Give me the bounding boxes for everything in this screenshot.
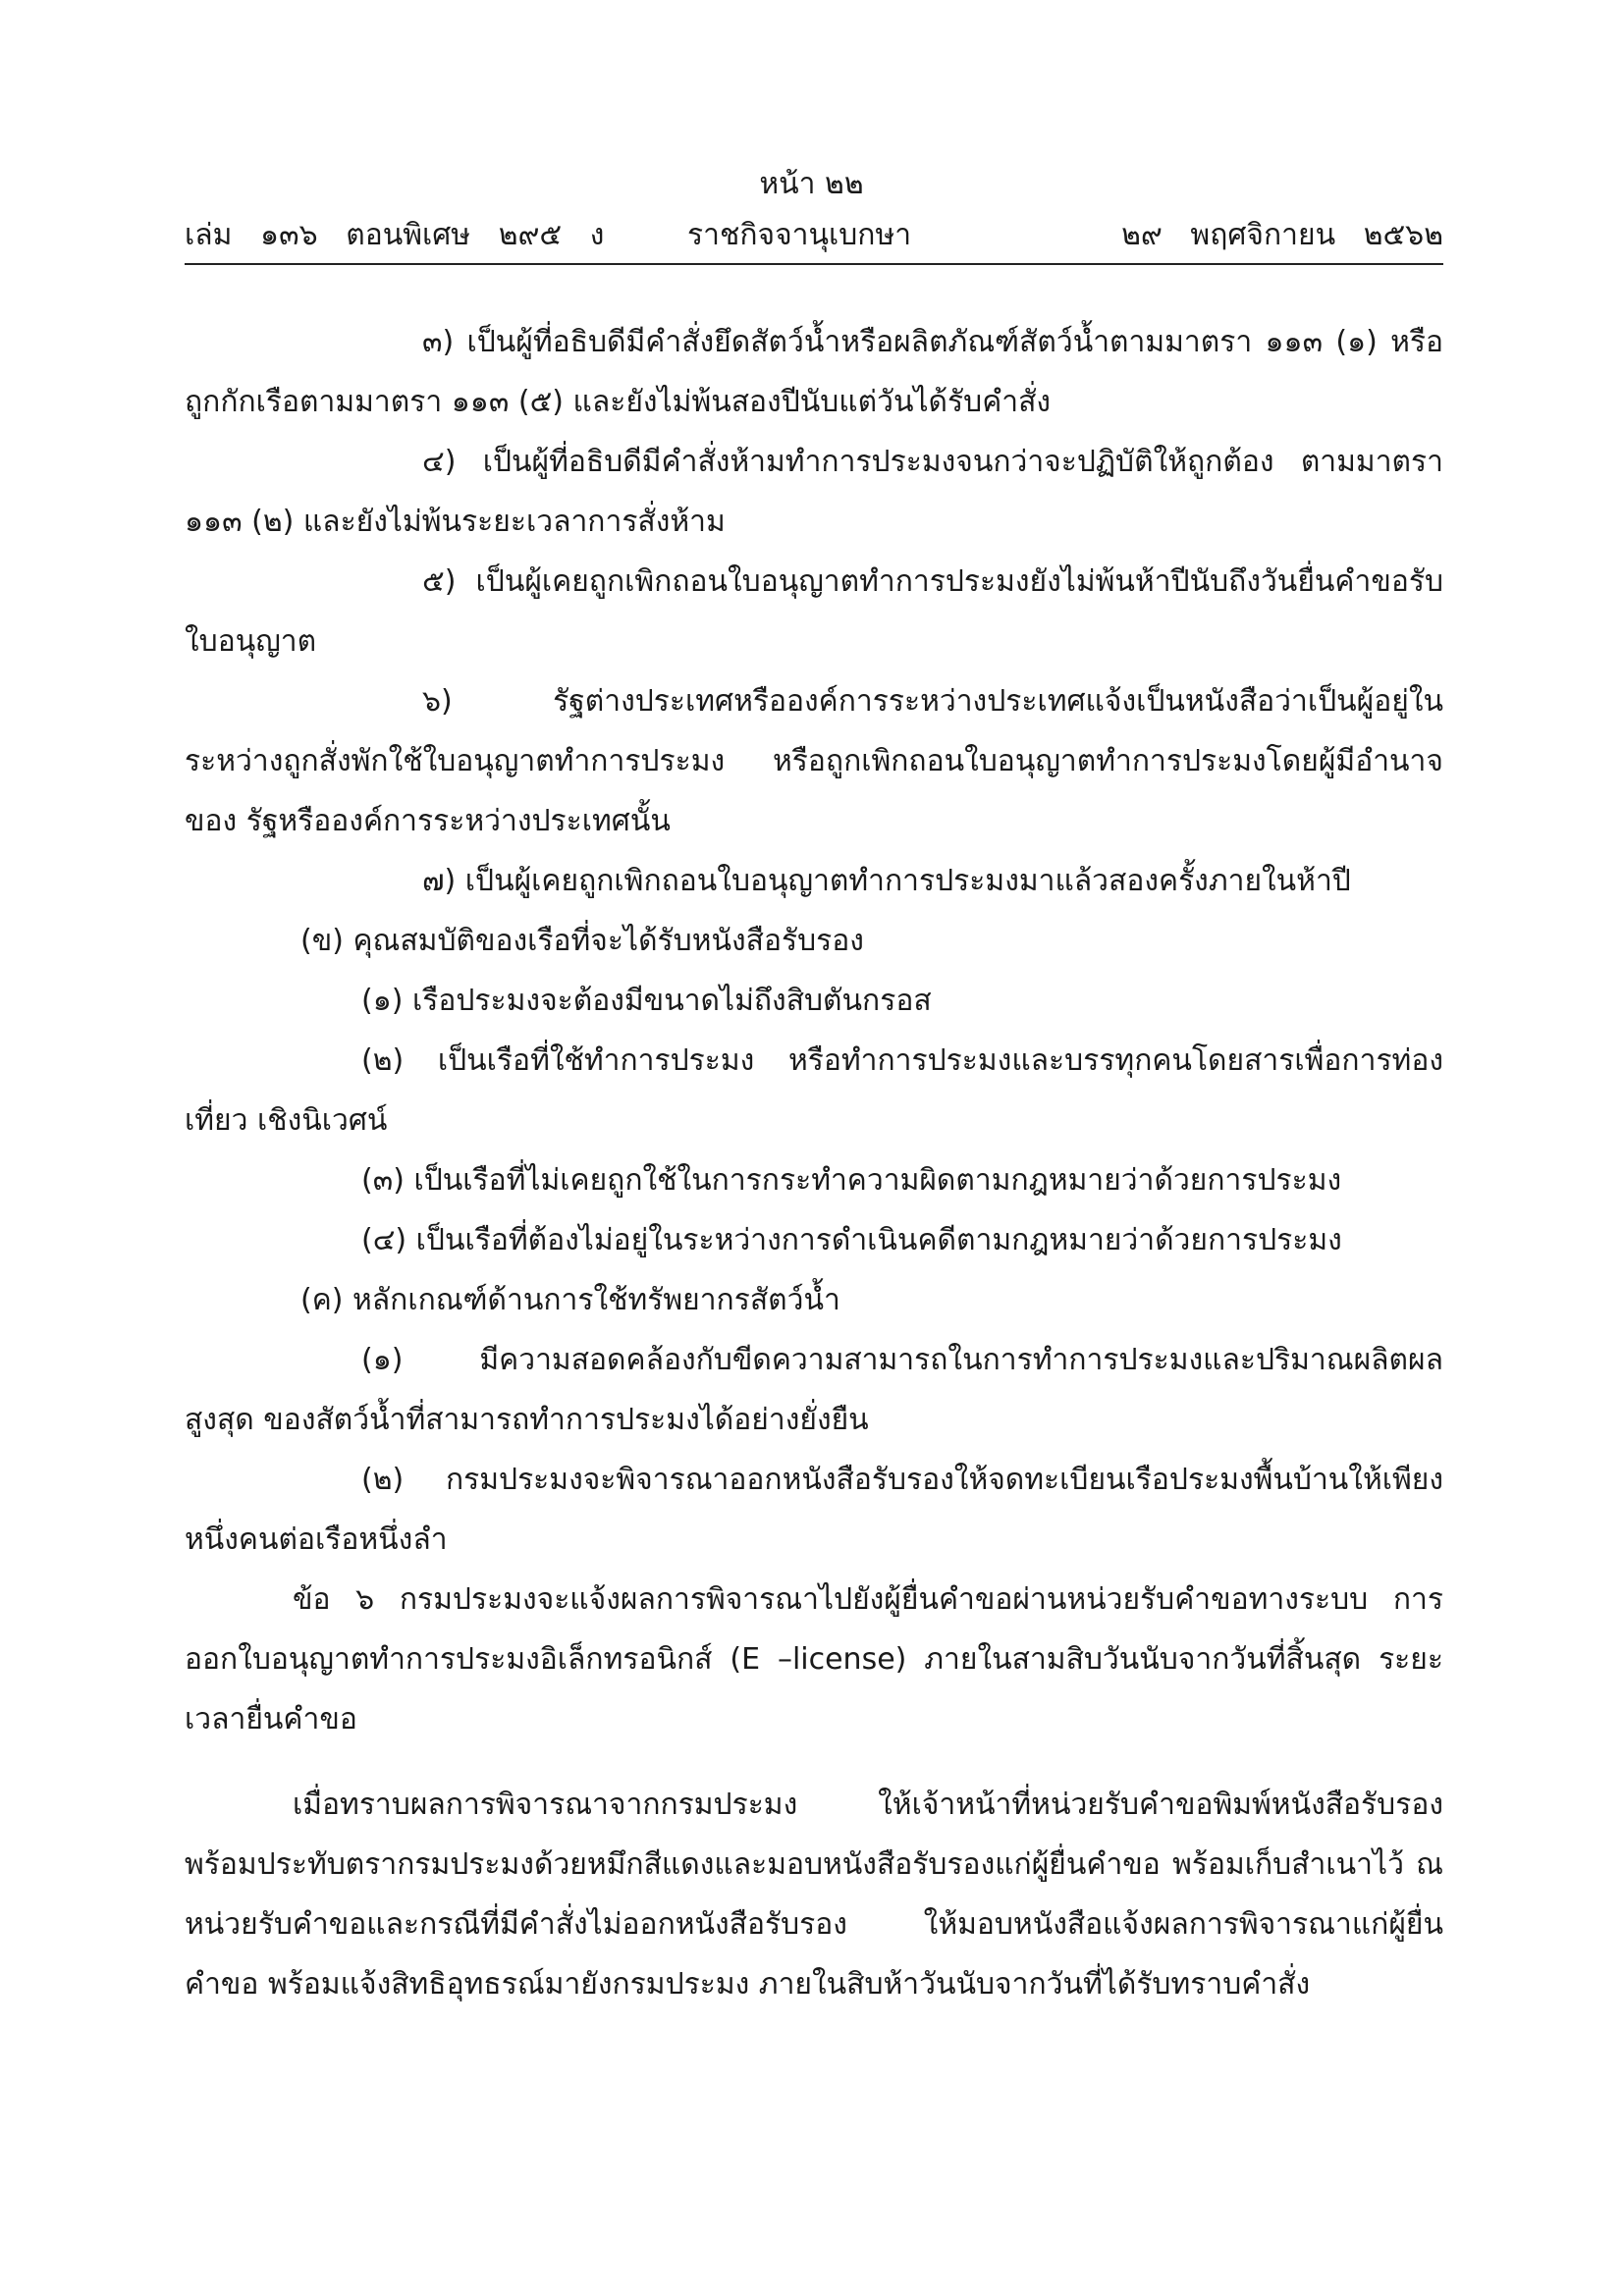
paragraph-item-6: ๖) รัฐต่างประเทศหรือองค์การระหว่างประเทศแจ้งเป็นหนังสือว่าเป็นผู้อยู่ใน ระหว่างถูกสั่งพักใช้ใบอนุญาตทำการประมง หรือถูกเพิกถอนใบอนุญาตทำการประมงโดยผู้มีอำนาจของ รัฐหรือองค์การระหว่างประเทศนั้น [185,684,1443,838]
paragraph-kho-4: (๔) เป็นเรือที่ต้องไม่อยู่ในระหว่างการดำเนินคดีตามกฎหมายว่าด้วยการประมง [361,1223,1342,1257]
paragraph-item-4: ๔) เป็นผู้ที่อธิบดีมีคำสั่งห้ามทำการประมงจนกว่าจะปฏิบัติให้ถูกต้อง ตามมาตรา ๑๑๓ (๒) และยังไม่พ้นระยะเวลาการสั่งห้าม [185,445,1443,539]
header-divider [185,263,1443,265]
volume-issue: เล่ม ๑๓๖ ตอนพิเศษ ๒๙๕ ง [185,218,605,252]
page-number: หน้า ๒๒ [759,167,864,201]
paragraph-item-7: ๗) เป็นผู้เคยถูกเพิกถอนใบอนุญาตทำการประมงมาแล้วสองครั้งภายในห้าปี [422,864,1351,898]
section-heading-kho-khwai: (ค) หลักเกณฑ์ด้านการใช้ทรัพยากรสัตว์น้ำ [300,1283,840,1317]
gazette-header [185,214,1443,257]
section-heading-kho: (ข) คุณสมบัติของเรือที่จะได้รับหนังสือรับรอง [300,924,864,958]
paragraph-kho-khwai-1: (๑) มีความสอดคล้องกับขีดความสามารถในการทำการประมงและปริมาณผลิตผลสูงสุด ของสัตว์น้ำที่สามารถทำการประมงได้อย่างยั่งยืน [185,1343,1443,1437]
clause-6-followup: เมื่อทราบผลการพิจารณาจากกรมประมง ให้เจ้าหน้าที่หน่วยรับคำขอพิมพ์หนังสือรับรอง พร้อมประทับตรากรมประมงด้วยหมึกสีแดงและมอบหนังสือรับรองแก่ผู้ยื่นคำขอ พร้อมเก็บสำเนาไว้ ณ หน่วยรับคำขอและกรณีที่มีคำสั่งไม่ออกหนังสือรับรอง ให้มอบหนังสือแจ้งผลการพิจารณาแก่ผู้ยื่นคำขอ พร้อมแจ้งสิทธิอุทธรณ์มายังกรมประมง ภายในสิบห้าวันนับจากวันที่ได้รับทราบคำสั่ง [185,1788,1443,2002]
paragraph-kho-khwai-2: (๒) กรมประมงจะพิจารณาออกหนังสือรับรองให้จดทะเบียนเรือประมงพื้นบ้านให้เพียง หนึ่งคนต่อเรือหนึ่งลำ [185,1463,1443,1557]
gazette-title: ราชกิจจานุเบกษา [687,218,912,252]
paragraph-kho-1: (๑) เรือประมงจะต้องมีขนาดไม่ถึงสิบตันกรอส [361,984,932,1018]
publication-date: ๒๙ พฤศจิกายน ๒๕๖๒ [1121,218,1443,252]
paragraph-kho-2: (๒) เป็นเรือที่ใช้ทำการประมง หรือทำการประมงและบรรทุกคนโดยสารเพื่อการท่องเที่ยว เชิงนิเวศน์ [185,1043,1443,1138]
paragraph-item-5: ๕) เป็นผู้เคยถูกเพิกถอนใบอนุญาตทำการประมงยังไม่พ้นห้าปีนับถึงวันยื่นคำขอรับ ใบอนุญาต [185,564,1443,659]
paragraph-item-3: ๓) เป็นผู้ที่อธิบดีมีคำสั่งยึดสัตว์น้ำหรือผลิตภัณฑ์สัตว์น้ำตามมาตรา ๑๑๓ (๑) หรือถูกกักเรือตามมาตรา ๑๑๓ (๕) และยังไม่พ้นสองปีนับแต่วันได้รับคำสั่ง [185,325,1443,419]
clause-6: ข้อ ๖ กรมประมงจะแจ้งผลการพิจารณาไปยังผู้ยื่นคำขอผ่านหน่วยรับคำขอทางระบบ การออกใบอนุญาตทำการประมงอิเล็กทรอนิกส์ (E –license) ภายในสามสิบวันนับจากวันที่สิ้นสุด ระยะเวลายื่นคำขอ [185,1582,1443,1736]
paragraph-kho-3: (๓) เป็นเรือที่ไม่เคยถูกใช้ในการกระทำความผิดตามกฎหมายว่าด้วยการประมง [361,1163,1342,1198]
document-body [185,312,1443,2014]
